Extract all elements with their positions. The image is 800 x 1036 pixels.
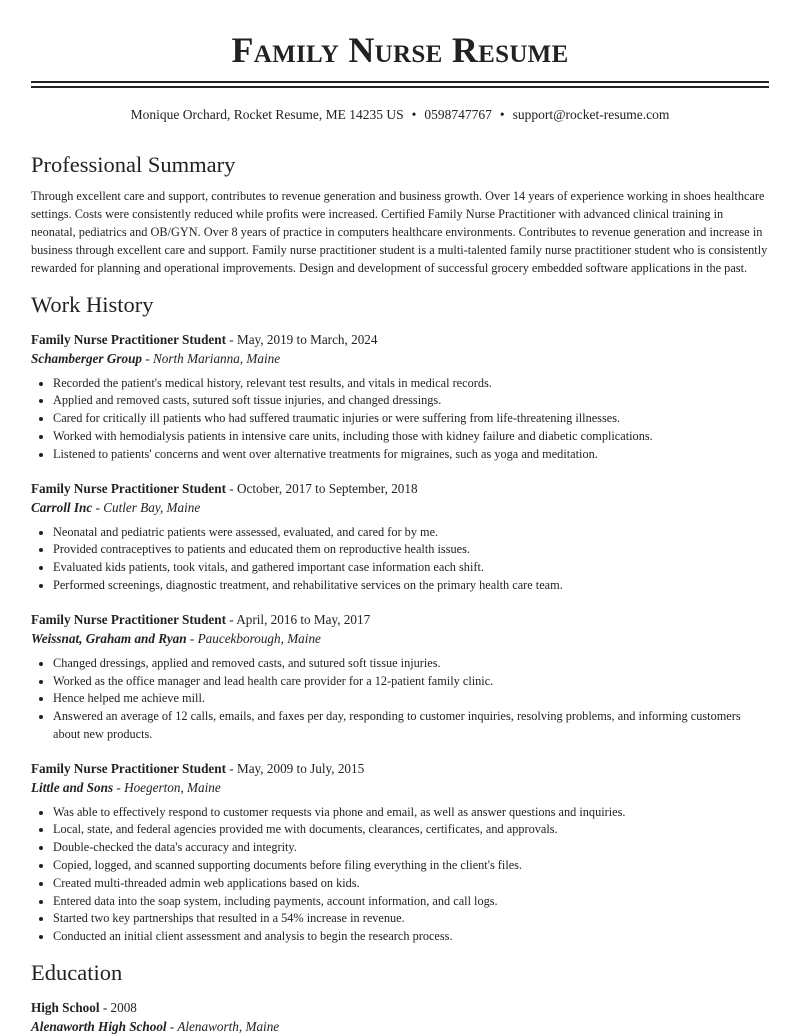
company-line xyxy=(31,498,769,517)
job-title-line xyxy=(31,759,769,778)
job-duty-item: • Local, state, and federal agencies provided me with documents, clearances, certificates, and approvals. xyxy=(53,821,769,839)
job-duties-list xyxy=(31,375,769,464)
contact-separator: • xyxy=(499,107,505,122)
job-dates: - October, 2017 to September, 2018 xyxy=(225,480,418,496)
job-duty-item: • Evaluated kids patients, took vitals, and gathered important case information each shift. xyxy=(53,559,769,577)
company-name: Little and Sons xyxy=(31,779,114,795)
company-name: Carroll Inc xyxy=(31,499,93,515)
job-duty-item: • Created multi-threaded admin web applications based on kids. xyxy=(53,875,769,893)
job-entry xyxy=(31,610,769,744)
job-duty-item: • Started two key partnerships that resulted in a 54% increase in revenue. xyxy=(53,910,769,928)
job-dates: - May, 2019 to March, 2024 xyxy=(225,331,378,347)
job-duty-item: • Cared for critically ill patients who had suffered traumatic injuries or were suffering from life-threatening illnesses. xyxy=(53,410,769,428)
company-location: - Paucekborough, Maine xyxy=(186,630,321,646)
degree-line xyxy=(31,998,769,1017)
job-duty-item: • Worked as the office manager and lead health care provider for a 12-patient family clinic. xyxy=(53,673,769,691)
summary-text: Through excellent care and support, contributes to revenue generation and business growth. Over 14 years of experience working in shoes healthcare settings. Costs were consistently reduced while profits were increased. Certified Family Nurse Practitioner with advanced clinical training in neonatal, pediatrics and OB/GYN. Over 8 years of practice in computers healthcare environments. Contributes to revenue generation and increase in business through excellent care and support. Family nurse practitioner student is a multi-talented family nurse practitioner student who is consistently rewarded for planning and operational improvements. Design and development of successful grocery embedded software applications in the past. xyxy=(31,189,768,275)
job-duty-item: • Neonatal and pediatric patients were assessed, evaluated, and cared for by me. xyxy=(53,524,769,542)
school-name: Alenaworth High School xyxy=(31,1019,167,1035)
job-title: Family Nurse Practitioner Student xyxy=(31,331,226,347)
job-title: Family Nurse Practitioner Student xyxy=(31,611,226,627)
title-divider-top xyxy=(31,81,769,83)
education-entry xyxy=(31,998,769,1036)
job-duty-item: • Changed dressings, applied and removed casts, and sutured soft tissue injuries. xyxy=(53,655,769,673)
resume-title: Family Nurse Resume xyxy=(231,30,569,70)
job-duty-item: • Worked with hemodialysis patients in intensive care units, including those with kidney failure and diabetic complications. xyxy=(53,428,769,446)
job-duty-item: • Conducted an initial client assessment and analysis to begin the research process. xyxy=(53,928,769,946)
job-entry xyxy=(31,330,769,464)
company-name: Schamberger Group xyxy=(31,350,143,366)
company-location: - Cutler Bay, Maine xyxy=(92,499,201,515)
company-location: - North Marianna, Maine xyxy=(142,350,281,366)
contact-separator: • xyxy=(411,107,417,122)
work-history-list xyxy=(31,330,769,947)
company-name: Weissnat, Graham and Ryan xyxy=(31,630,187,646)
job-duty-item: • Provided contraceptives to patients and educated them on reproductive health issues. xyxy=(53,541,769,559)
job-title-line xyxy=(31,479,769,498)
company-line xyxy=(31,349,769,368)
job-entry xyxy=(31,759,769,946)
job-duty-item: • Was able to effectively respond to customer requests via phone and email, as well as answer questions and inquiries. xyxy=(53,804,769,822)
job-duties-list xyxy=(31,524,769,595)
job-duties-list xyxy=(31,804,769,946)
job-duty-item: • Entered data into the soap system, including payments, account information, and call logs. xyxy=(53,893,769,911)
contact-address: Monique Orchard, Rocket Resume, ME 14235 US xyxy=(130,107,404,122)
job-title-line xyxy=(31,330,769,349)
job-title-line xyxy=(31,610,769,629)
job-duty-item: • Copied, logged, and scanned supporting documents before filing everything in the client's files. xyxy=(53,857,769,875)
school-location: - Alenaworth, Maine xyxy=(166,1019,280,1035)
job-duties-list xyxy=(31,655,769,744)
job-title: Family Nurse Practitioner Student xyxy=(31,480,226,496)
company-line xyxy=(31,778,769,797)
title-divider-bottom xyxy=(31,86,769,88)
job-title: Family Nurse Practitioner Student xyxy=(31,760,226,776)
job-duty-item: • Listened to patients' concerns and went over alternative treatments for migraines, such as yoga and meditation. xyxy=(53,446,769,464)
degree-name: High School xyxy=(31,1000,100,1016)
work-history-heading: Work History xyxy=(31,291,154,317)
contact-email: support@rocket-resume.com xyxy=(512,107,670,122)
graduation-year: - 2008 xyxy=(99,1000,137,1016)
company-line xyxy=(31,629,769,648)
job-duty-item: • Recorded the patient's medical history, relevant test results, and vitals in medical records. xyxy=(53,375,769,393)
job-duty-item: • Hence helped me achieve mill. xyxy=(53,690,769,708)
school-line xyxy=(31,1017,769,1036)
company-location: - Hoegerton, Maine xyxy=(113,779,221,795)
job-duty-item: • Answered an average of 12 calls, emails, and faxes per day, responding to customer inquiries, resolving problems, and informing customers about new products. xyxy=(53,708,769,744)
job-dates: - May, 2009 to July, 2015 xyxy=(225,760,365,776)
contact-line xyxy=(31,106,769,124)
education-heading: Education xyxy=(31,960,123,986)
job-duty-item: • Applied and removed casts, sutured soft tissue injuries, and changed dressings. xyxy=(53,392,769,410)
job-entry xyxy=(31,479,769,595)
job-duty-item: • Performed screenings, diagnostic treatment, and rehabilitative services on the primary health care team. xyxy=(53,577,769,595)
contact-phone: 0598747767 xyxy=(424,107,492,122)
summary-heading: Professional Summary xyxy=(31,152,236,177)
job-dates: - April, 2016 to May, 2017 xyxy=(225,611,371,627)
job-duty-item: • Double-checked the data's accuracy and integrity. xyxy=(53,839,769,857)
education-list xyxy=(31,998,769,1036)
